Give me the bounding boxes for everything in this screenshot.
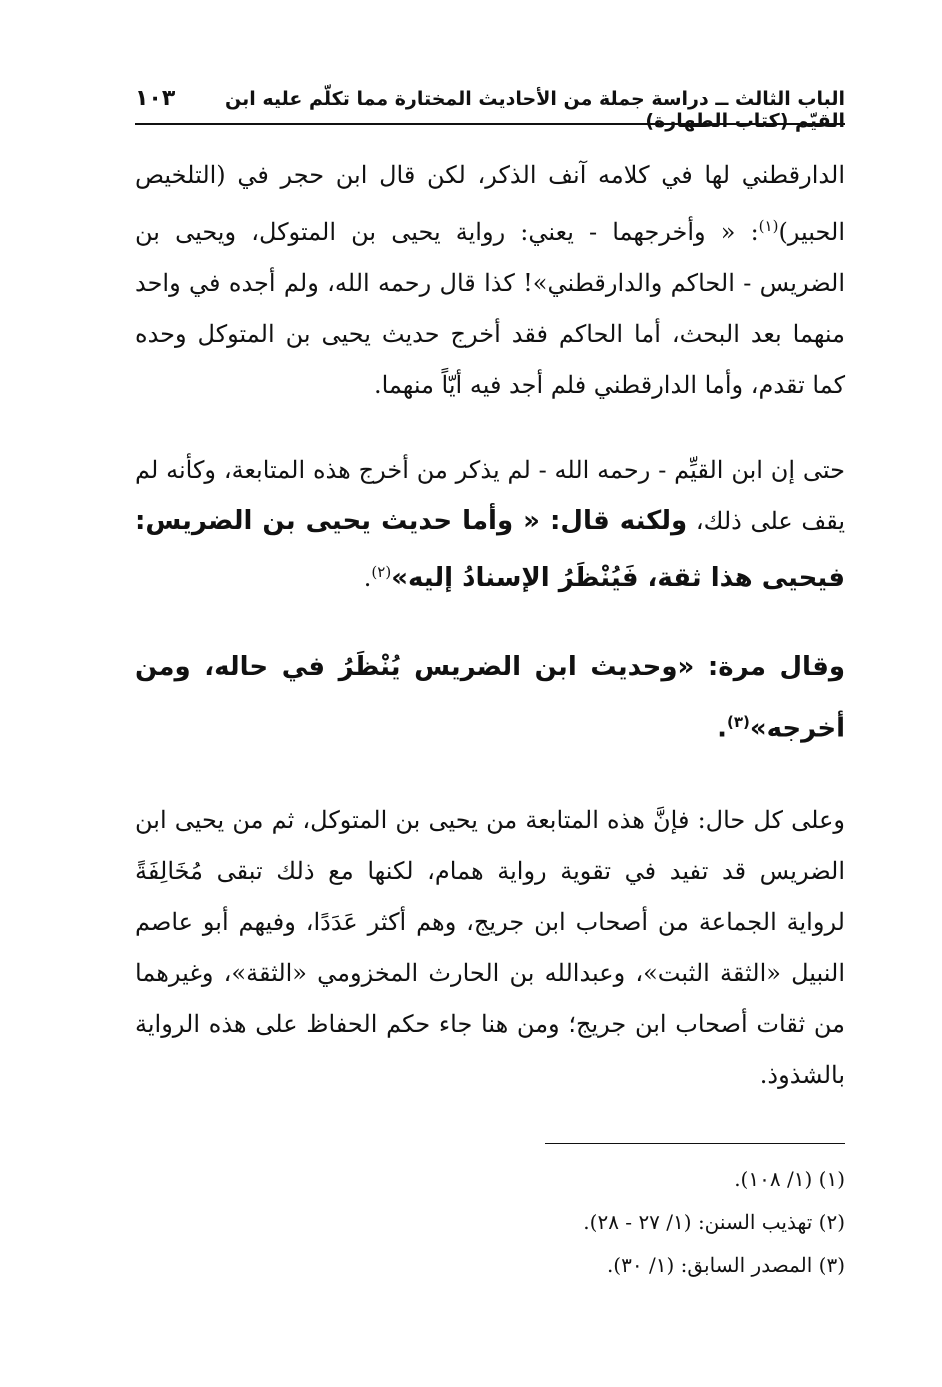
main-text: [135, 150, 845, 1101]
footnote-ref-3[interactable]: (٣): [726, 713, 750, 731]
footnote-divider: [545, 1143, 845, 1144]
paragraph-4: وعلى كل حال: فإنَّ هذه المتابعة من يحيى بن المتوكل، ثم من يحيى ابن الضريس قد تفيد في تقوية رواية همام، لكنها مع ذلك تبقى مُخَالِفَةً لرواية الجماعة من أصحاب ابن جريج، وهم أكثر عَدَدًا، وفيهم أبو عاصم النبيل «الثقة الثبت»، وعبدالله بن الحارث المخزومي «الثقة»، وغيرهما من ثقات أصحاب ابن جريج؛ ومن هنا جاء حكم الحفاظ على هذه الرواية بالشذوذ.: [135, 805, 845, 1089]
footnote-ref-2[interactable]: (٢): [371, 563, 392, 581]
header-title: الباب الثالث ــ دراسة جملة من الأحاديث المختارة مما تكلّم عليه ابن القيّم (كتاب الطهارة): [225, 88, 845, 132]
running-header: [135, 86, 845, 132]
ibn-qayyim-quote-1: ولكنه قال: « وأما حديث يحيى بن الضريس: فيحيى هذا ثقة، فَيُنْظَرُ الإسنادُ إليه»: [135, 506, 845, 593]
header-divider: [135, 123, 845, 125]
footnote-ref-1[interactable]: (١): [758, 217, 779, 235]
paragraph-1: الدارقطني لها في كلامه آنف الذكر، لكن قال ابن حجر في (التلخيص الحبير)$^{(١)}$: « وأخرجهما - يعني: رواية يحيى بن المتوكل، ويحيى بن الضريس - الحاكم والدارقطني»! كذا قال رحمه الله، ولم أجده في واحد منهما بعد البحث، أما الحاكم فقد أخرج حديث يحيى بن المتوكل وحده كما تقدم، وأما الدارقطني فلم أجد فيه أيّاً منهما.: [135, 161, 845, 399]
footnote-2: (٢) تهذيب السنن: (١/ ٢٧ - ٢٨).: [583, 1210, 845, 1234]
page-number: ١٠٣: [135, 86, 176, 111]
footnotes: [135, 1158, 845, 1287]
paragraph-3: وقال مرة: «وحديث ابن الضريس يُنْظَرُ في حاله، ومن أخرجه»$^{(٣)}$.: [135, 652, 845, 744]
footnote-1: (١) (١/ ١٠٨).: [734, 1167, 845, 1191]
paragraph-2: حتى إن ابن القيِّم - رحمه الله - لم يذكر من أخرج هذه المتابعة، وكأنه لم يقف على ذلك، ولكنه قال: « وأما حديث يحيى بن الضريس: فيحيى هذا ثقة، فَيُنْظَرُ الإسنادُ إليه»$^{(٢)}$.: [135, 456, 846, 593]
footnote-3: (٣) المصدر السابق: (١/ ٣٠).: [606, 1253, 845, 1277]
